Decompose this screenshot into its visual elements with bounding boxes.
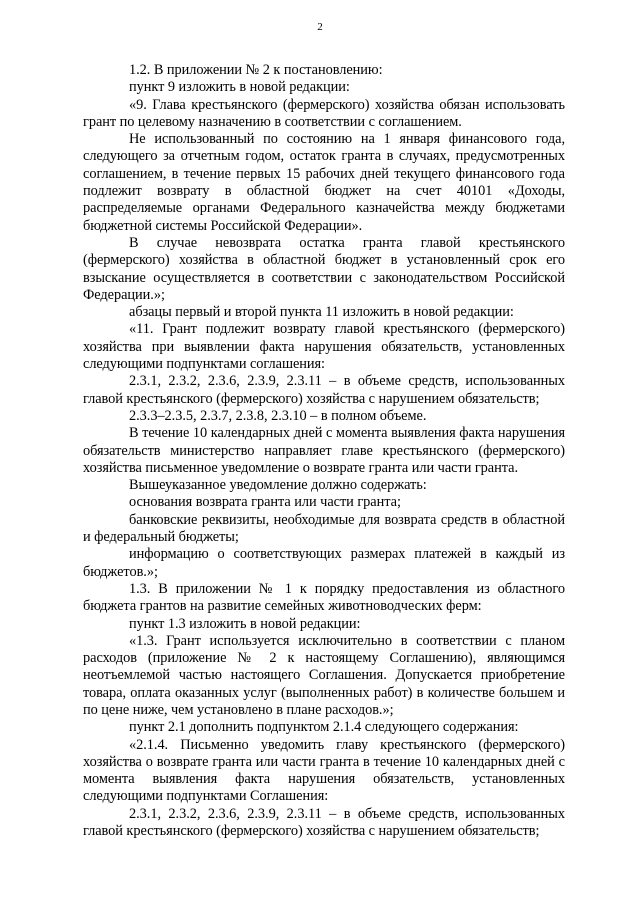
paragraph: информацию о соответствующих размерах платежей в каждый из бюджетов.»; bbox=[83, 546, 565, 580]
paragraph: Вышеуказанное уведомление должно содержать: bbox=[129, 477, 427, 494]
paragraph: «11. Грант подлежит возврату главой крестьянского (фермерского) хозяйства при выявлении факта нарушения обязательств, установленных следующими подпунктами соглашения: bbox=[83, 321, 565, 373]
page-number: 2 bbox=[317, 21, 323, 33]
paragraph: пункт 1.3 изложить в новой редакции: bbox=[129, 615, 361, 632]
paragraph: пункт 2.1 дополнить подпунктом 2.1.4 следующего содержания: bbox=[129, 719, 519, 736]
paragraph: В случае невозврата остатка гранта главой крестьянского (фермерского) хозяйства в областной бюджет в установленный срок его взыскание осуществляется в соответствии с законодательством Российской Федерации.»; bbox=[83, 234, 565, 303]
paragraph: банковские реквизиты, необходимые для возврата средств в областной и федеральный бюджеты; bbox=[83, 511, 565, 546]
paragraph: 1.2. В приложении № 2 к постановлению: bbox=[129, 62, 383, 78]
paragraph: пункт 9 изложить в новой редакции: bbox=[129, 79, 350, 96]
paragraph: «9. Глава крестьянского (фермерского) хозяйства обязан использовать грант по целевому назначению в соответствии с соглашением. bbox=[83, 96, 565, 130]
paragraph: 2.3.1, 2.3.2, 2.3.6, 2.3.9, 2.3.11 – в объеме средств, использованных главой крестьянского (фермерского) хозяйства с нарушением обязательств; bbox=[83, 805, 565, 840]
paragraph: В течение 10 календарных дней с момента выявления факта нарушения обязательств министерство направляет главе крестьянского (фермерского) хозяйства письменное уведомление о возврате гранта или части гранта. bbox=[83, 425, 565, 476]
paragraph: «2.1.4. Письменно уведомить главу крестьянского (фермерского) хозяйства о возврате гранта или части гранта в течение 10 календарных дней с момента выявления факта нарушения обязательств, установленных следующими подпунктами Соглашения: bbox=[83, 736, 565, 805]
paragraph: основания возврата гранта или части гранта; bbox=[129, 494, 401, 511]
document-body bbox=[83, 62, 565, 840]
paragraph: 2.3.1, 2.3.2, 2.3.6, 2.3.9, 2.3.11 – в объеме средств, использованных главой крестьянского (фермерского) хозяйства с нарушением обязательств; bbox=[83, 373, 565, 407]
paragraph: 2.3.3–2.3.5, 2.3.7, 2.3.8, 2.3.10 – в полном объеме. bbox=[129, 407, 427, 424]
paragraph: «1.3. Грант используется исключительно в соответствии с планом расходов (приложение № 2 к настоящему Соглашению), являющимся неотъемлемой частью настоящего Соглашения. Допускается приобретение товара, оплата оказанных услуг (выполненных работ) в количестве большем и по цене ниже, чем установлено в плане расходов.»; bbox=[83, 632, 565, 718]
paragraph: абзацы первый и второй пункта 11 изложить в новой редакции: bbox=[129, 304, 514, 321]
paragraph: Не использованный по состоянию на 1 января финансового года, следующего за отчетным годом, остаток гранта в случаях, предусмотренных соглашением, в течение первых 15 рабочих дней текущего финансового года подлежит возврату в областной бюджет на счет 40101 «Доходы, распределяемые органами Федерального казначейства между бюджетами бюджетной системы Российской Федерации». bbox=[83, 131, 565, 234]
paragraph: 1.3. В приложении № 1 к порядку предоставления из областного бюджета грантов на развитие семейных животноводческих ферм: bbox=[83, 580, 565, 615]
